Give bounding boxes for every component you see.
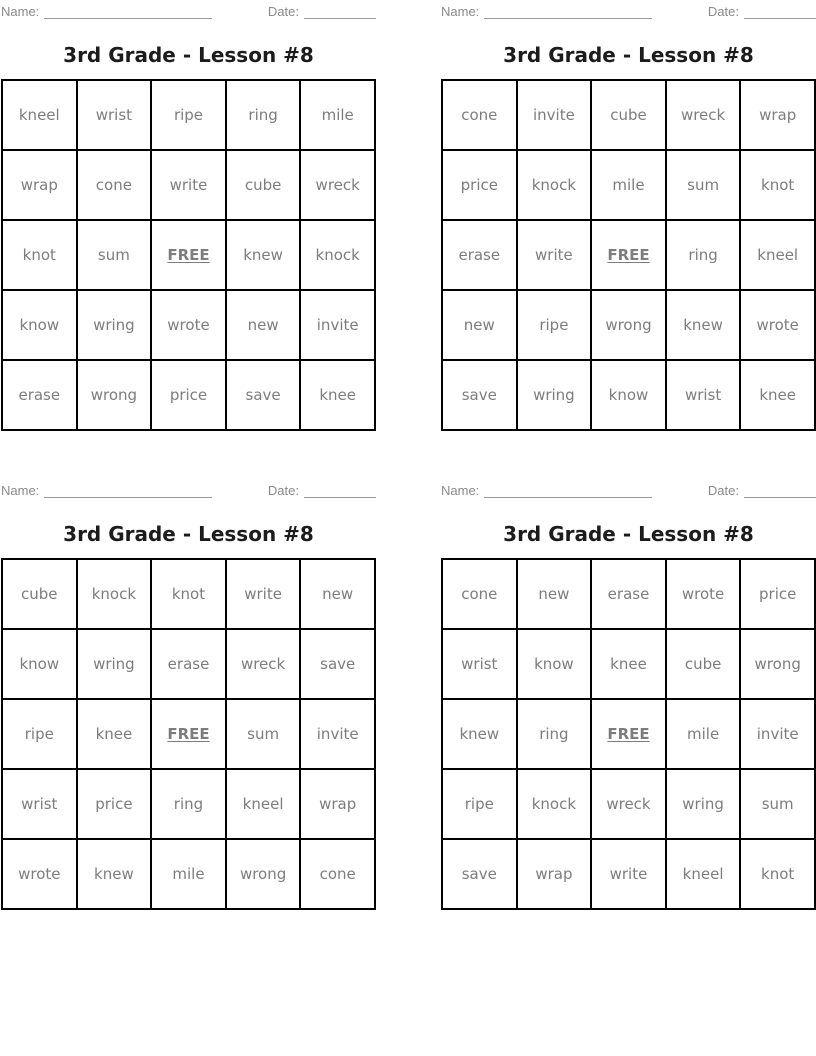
bingo-cell: price	[151, 360, 226, 430]
date-field	[708, 4, 816, 19]
name-label: Name:	[1, 4, 40, 19]
card-header	[1, 483, 376, 498]
date-label: Date:	[707, 483, 739, 498]
bingo-cell: invite	[300, 290, 375, 360]
bingo-cell: new	[300, 559, 375, 629]
bingo-cell: know	[2, 629, 77, 699]
bingo-cell: wrap	[300, 769, 375, 839]
bingo-cell: cone	[442, 559, 517, 629]
bingo-cell: ripe	[517, 290, 592, 360]
bingo-cell: mile	[666, 699, 741, 769]
bingo-cell: write	[151, 150, 226, 220]
bingo-cell: price	[740, 559, 815, 629]
bingo-cell: cube	[226, 150, 301, 220]
bingo-cell: wrong	[591, 290, 666, 360]
bingo-cell: knee	[591, 629, 666, 699]
bingo-grid	[441, 79, 816, 431]
bingo-cell: ring	[226, 80, 301, 150]
card-title: 3rd Grade - Lesson #8	[63, 522, 314, 546]
bingo-cell: write	[591, 839, 666, 909]
bingo-grid	[1, 558, 376, 910]
bingo-cell: erase	[2, 360, 77, 430]
bingo-cell: write	[517, 220, 592, 290]
bingo-cell: write	[226, 559, 301, 629]
card-header	[1, 4, 376, 19]
bingo-cell: save	[442, 360, 517, 430]
date-field	[268, 483, 376, 498]
date-blank-line	[744, 6, 816, 19]
bingo-cell: wreck	[226, 629, 301, 699]
bingo-cell: wrist	[442, 629, 517, 699]
bingo-cell: wrap	[517, 839, 592, 909]
bingo-cell: kneel	[226, 769, 301, 839]
bingo-cell: wrote	[666, 559, 741, 629]
bingo-cell: invite	[517, 80, 592, 150]
bingo-cell: price	[77, 769, 152, 839]
bingo-cell: knew	[666, 290, 741, 360]
name-field	[441, 4, 652, 19]
bingo-cell: ring	[151, 769, 226, 839]
bingo-cell: cone	[442, 80, 517, 150]
bingo-cell: price	[442, 150, 517, 220]
bingo-cell: kneel	[666, 839, 741, 909]
name-blank-line	[484, 6, 652, 19]
card-title: 3rd Grade - Lesson #8	[503, 522, 754, 546]
date-blank-line	[304, 6, 376, 19]
bingo-cell: wrist	[666, 360, 741, 430]
bingo-grid	[1, 79, 376, 431]
name-field	[1, 483, 212, 498]
bingo-cell: mile	[591, 150, 666, 220]
bingo-cell: knot	[740, 839, 815, 909]
bingo-cell: ripe	[2, 699, 77, 769]
bingo-cell: wrist	[77, 80, 152, 150]
name-label: Name:	[441, 4, 480, 19]
bingo-cell: knee	[77, 699, 152, 769]
bingo-cell: new	[517, 559, 592, 629]
bingo-cell: cone	[77, 150, 152, 220]
bingo-cell: wring	[77, 629, 152, 699]
bingo-cell: wrap	[740, 80, 815, 150]
bingo-cell: mile	[300, 80, 375, 150]
bingo-cell: save	[300, 629, 375, 699]
bingo-cell: erase	[442, 220, 517, 290]
bingo-cell: knee	[300, 360, 375, 430]
bingo-card-4	[441, 483, 816, 910]
bingo-cell: wreck	[300, 150, 375, 220]
bingo-cell: ring	[517, 699, 592, 769]
bingo-cell: invite	[740, 699, 815, 769]
bingo-cell: wring	[666, 769, 741, 839]
bingo-cell: know	[517, 629, 592, 699]
card-header	[441, 483, 816, 498]
bingo-cell: new	[226, 290, 301, 360]
name-field	[1, 4, 212, 19]
bingo-cell: ripe	[151, 80, 226, 150]
date-label: Date:	[267, 4, 299, 19]
free-space-cell: FREE	[151, 220, 226, 290]
bingo-cell: wrote	[2, 839, 77, 909]
bingo-cell: knock	[517, 769, 592, 839]
bingo-cell: ripe	[442, 769, 517, 839]
bingo-cell: mile	[151, 839, 226, 909]
name-field	[441, 483, 652, 498]
bingo-cell: knock	[300, 220, 375, 290]
bingo-cell: new	[442, 290, 517, 360]
free-space-cell: FREE	[591, 699, 666, 769]
name-blank-line	[44, 6, 212, 19]
bingo-card-3	[1, 483, 376, 910]
bingo-cell: wrong	[77, 360, 152, 430]
name-label: Name:	[1, 483, 40, 498]
bingo-cell: sum	[740, 769, 815, 839]
bingo-cell: wrist	[2, 769, 77, 839]
date-label: Date:	[267, 483, 299, 498]
bingo-grid	[441, 558, 816, 910]
bingo-cell: cone	[300, 839, 375, 909]
bingo-cell: knock	[77, 559, 152, 629]
bingo-cell: ring	[666, 220, 741, 290]
bingo-cell: cube	[666, 629, 741, 699]
name-label: Name:	[441, 483, 480, 498]
bingo-cell: wring	[517, 360, 592, 430]
date-blank-line	[304, 485, 376, 498]
bingo-cell: cube	[2, 559, 77, 629]
bingo-cell: save	[442, 839, 517, 909]
card-title: 3rd Grade - Lesson #8	[63, 43, 314, 67]
bingo-cell: kneel	[740, 220, 815, 290]
bingo-card-1	[1, 4, 376, 431]
name-blank-line	[484, 485, 652, 498]
free-space-cell: FREE	[591, 220, 666, 290]
bingo-cell: sum	[666, 150, 741, 220]
bingo-cell: knock	[517, 150, 592, 220]
bingo-card-2	[441, 4, 816, 431]
bingo-cell: erase	[591, 559, 666, 629]
date-field	[268, 4, 376, 19]
bingo-cell: erase	[151, 629, 226, 699]
bingo-cell: cube	[591, 80, 666, 150]
card-title: 3rd Grade - Lesson #8	[503, 43, 754, 67]
date-blank-line	[744, 485, 816, 498]
name-blank-line	[44, 485, 212, 498]
bingo-cell: knot	[151, 559, 226, 629]
bingo-cell: wreck	[591, 769, 666, 839]
date-field	[708, 483, 816, 498]
bingo-cell: wrong	[226, 839, 301, 909]
bingo-cell: sum	[226, 699, 301, 769]
bingo-cell: save	[226, 360, 301, 430]
bingo-cell: wrote	[740, 290, 815, 360]
bingo-cell: know	[591, 360, 666, 430]
date-label: Date:	[707, 4, 739, 19]
bingo-cell: knot	[2, 220, 77, 290]
bingo-cell: sum	[77, 220, 152, 290]
bingo-cell: wrote	[151, 290, 226, 360]
bingo-cell: wrong	[740, 629, 815, 699]
free-space-cell: FREE	[151, 699, 226, 769]
bingo-cell: invite	[300, 699, 375, 769]
bingo-cell: knew	[442, 699, 517, 769]
bingo-cell: wrap	[2, 150, 77, 220]
bingo-cell: wring	[77, 290, 152, 360]
bingo-cell: know	[2, 290, 77, 360]
bingo-cell: knot	[740, 150, 815, 220]
bingo-cell: knew	[77, 839, 152, 909]
card-header	[441, 4, 816, 19]
bingo-cell: kneel	[2, 80, 77, 150]
bingo-cell: knee	[740, 360, 815, 430]
bingo-cell: wreck	[666, 80, 741, 150]
bingo-cell: knew	[226, 220, 301, 290]
